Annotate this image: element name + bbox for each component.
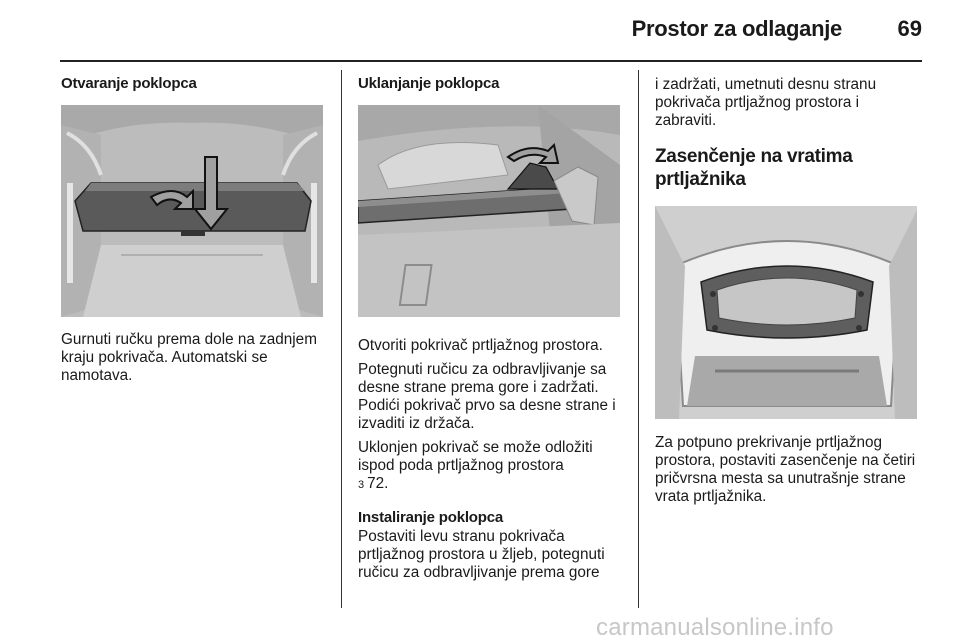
header-rule bbox=[60, 60, 922, 62]
paragraph-open-cover: Gurnuti ručku prema dole na zadnjem kraju pokrivača. Automatski se namotava. bbox=[61, 331, 317, 384]
paragraph-pull-handle: Potegnuti ručicu za odbravljivanje sa desne strane prema gore i zadržati. Podići pokrivač prvo sa desne strane i izvaditi iz držača. bbox=[358, 361, 616, 432]
cargo-cover-remove-illustration-icon bbox=[358, 105, 620, 317]
store-cover-text: Uklonjen pokrivač se može odložiti ispod poda prtljažnog prostora bbox=[358, 439, 593, 474]
paragraph-open-cover-step: Otvoriti pokrivač prtljažnog prostora. bbox=[358, 337, 603, 354]
section-heading-removing-cover: Uklanjanje poklopca bbox=[358, 75, 500, 92]
paragraph-install-continued: i zadržati, umetnuti desnu stranu pokrivača prtljažnog prostora i zabraviti. bbox=[655, 76, 877, 129]
paragraph-store-cover bbox=[358, 439, 620, 494]
cargo-cover-lower-illustration-icon bbox=[61, 105, 323, 317]
paragraph-install-cover: Postaviti levu stranu pokrivača prtljažnog prostora u žljeb, potegnuti ručicu za odbravljivanje prema gore bbox=[358, 528, 605, 581]
subheading-installing-cover: Instaliranje poklopca bbox=[358, 509, 504, 526]
column-3 bbox=[655, 74, 919, 506]
page-title: Prostor za odlaganje bbox=[631, 16, 842, 41]
page-number: 69 bbox=[897, 16, 922, 41]
tailgate-shade-illustration-icon bbox=[655, 206, 917, 419]
column-2 bbox=[358, 74, 620, 582]
column-1 bbox=[61, 74, 323, 385]
section-heading-tailgate-shade: Zasenčenje na vratima prtljažnika bbox=[655, 146, 853, 190]
watermark: carmanualsonline.info bbox=[596, 614, 834, 641]
section-heading-opening-cover: Otvaranje poklopca bbox=[61, 75, 197, 92]
column-divider-right bbox=[638, 70, 639, 608]
column-divider-left bbox=[341, 70, 342, 608]
page-reference-link[interactable]: 72. bbox=[367, 475, 389, 492]
page-reference-icon: 3 bbox=[358, 479, 365, 491]
paragraph-tailgate-shade: Za potpuno prekrivanje prtljažnog prostora, postaviti zasenčenje na četiri pričvrsna mesta sa unutrašnje strane vrata prtljažnika. bbox=[655, 434, 916, 505]
